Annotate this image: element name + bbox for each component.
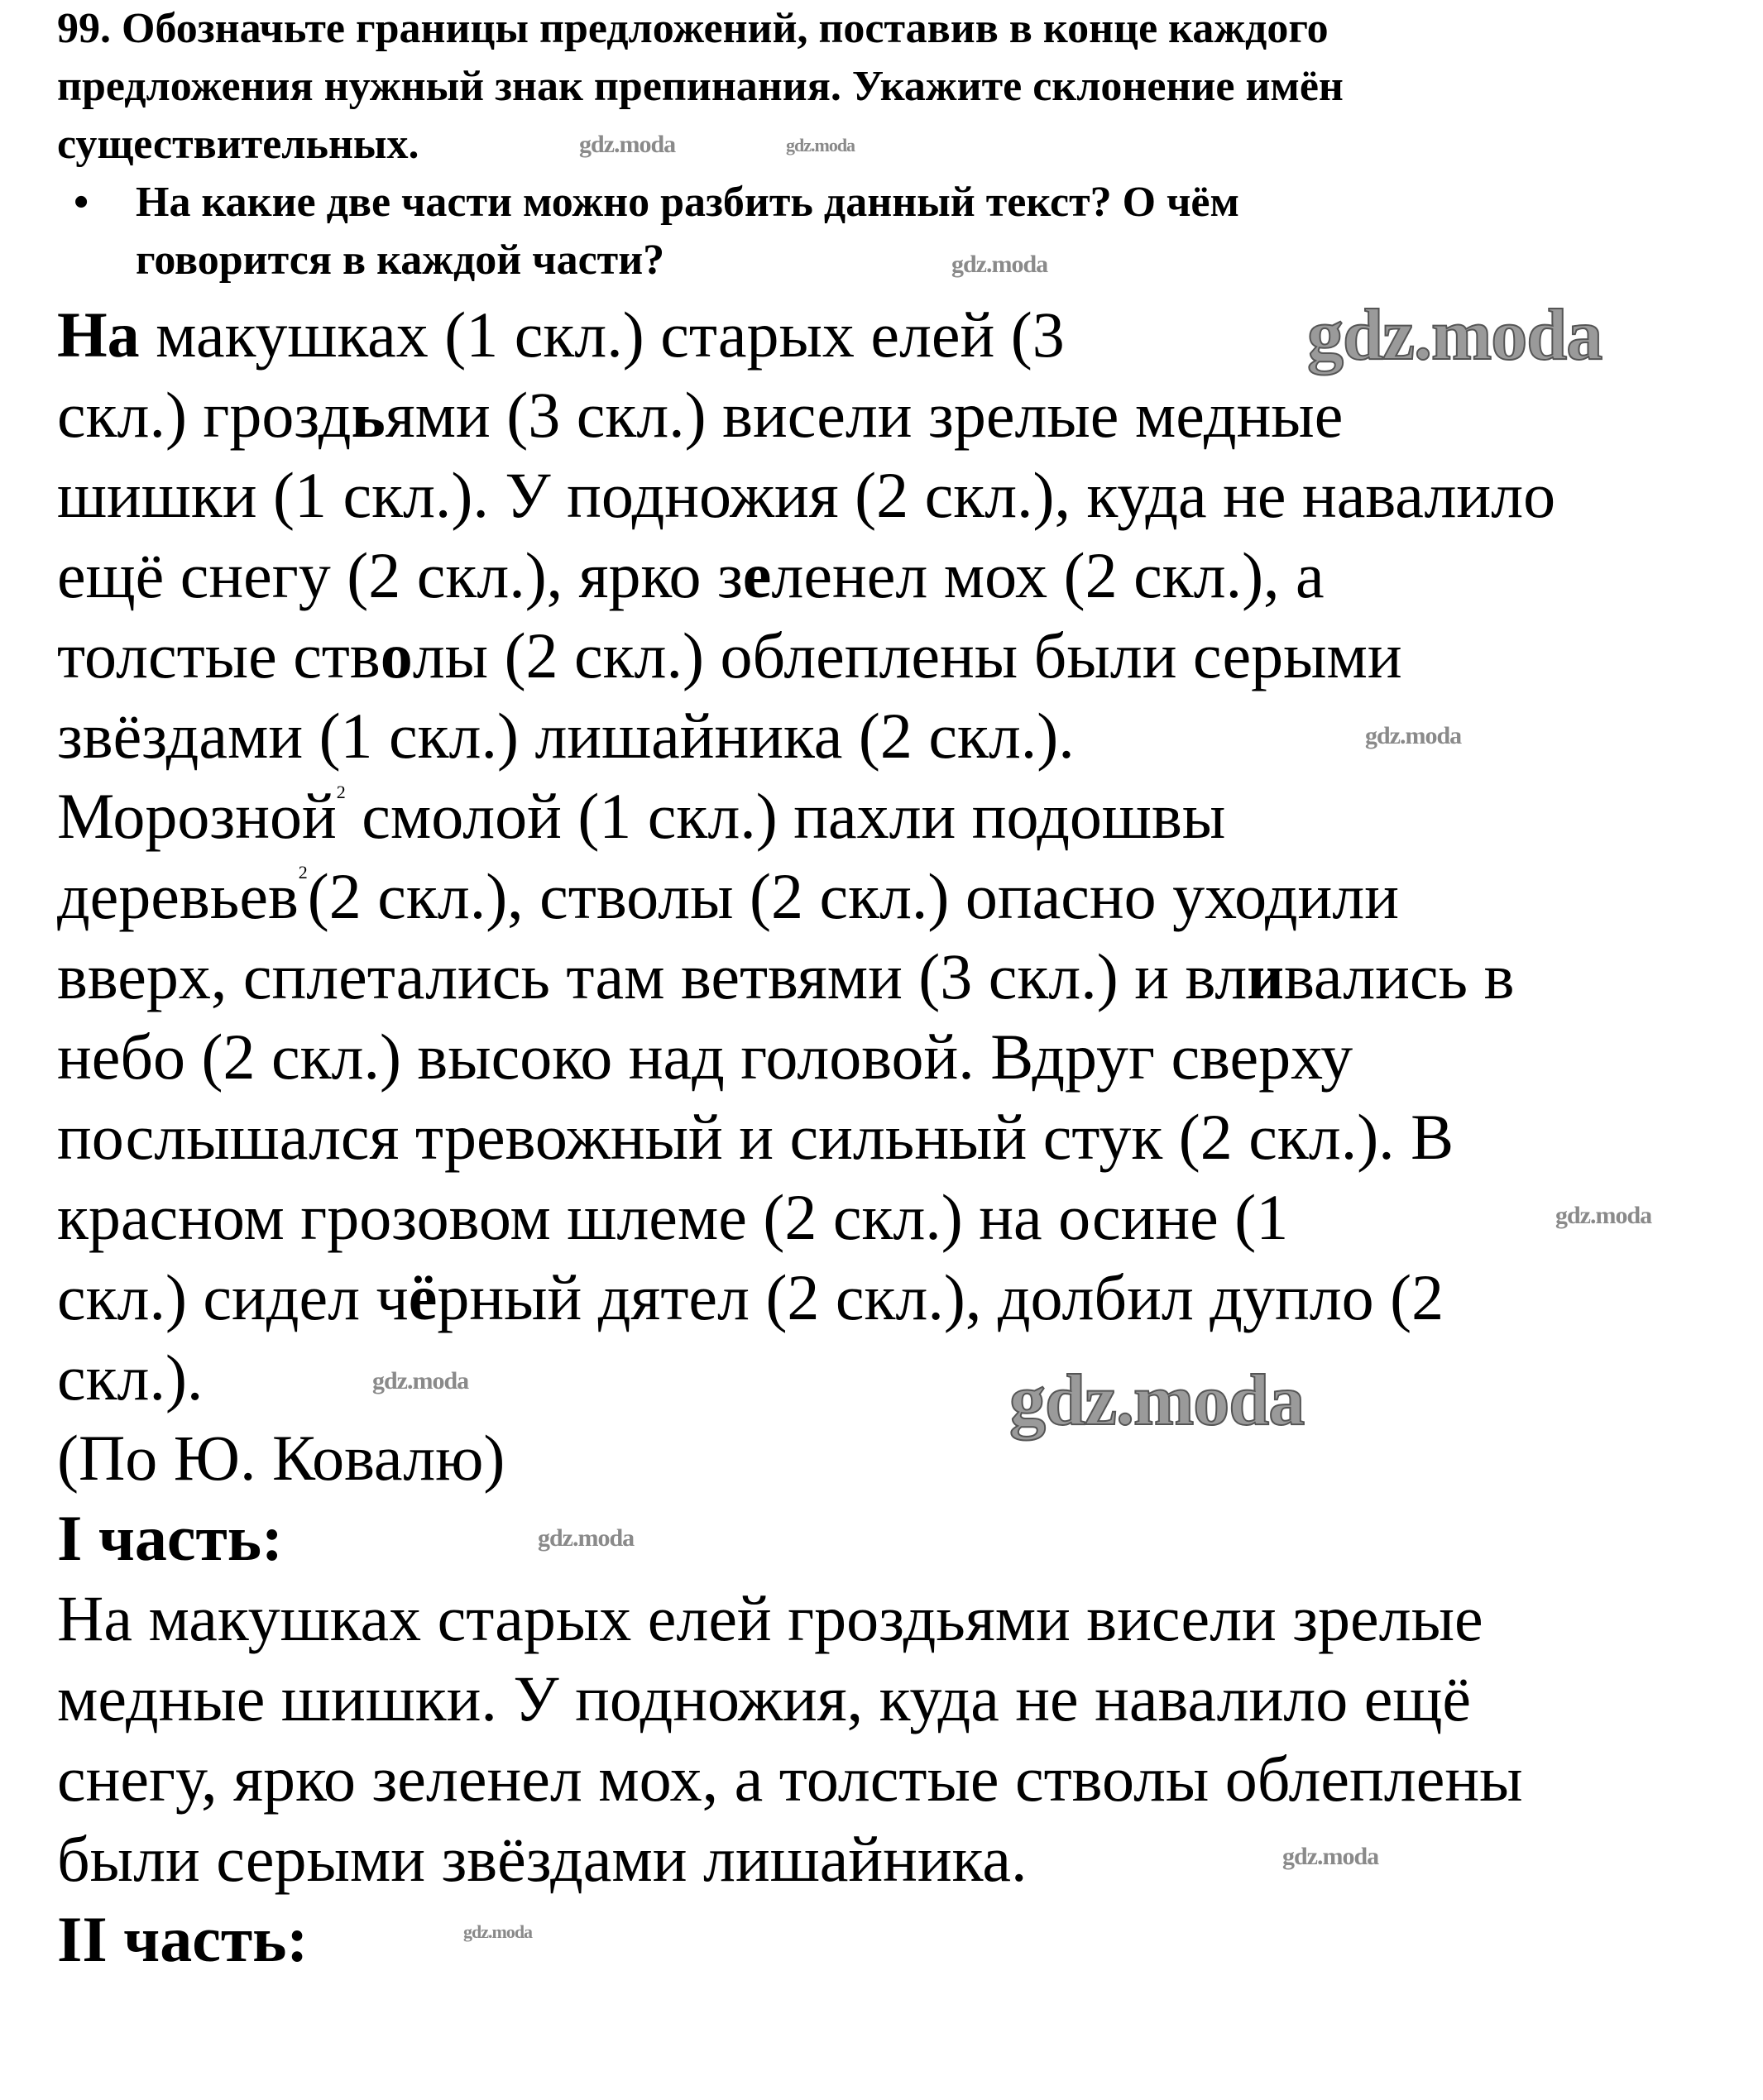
- watermark: gdz.moda: [1365, 722, 1462, 749]
- bold-text: о: [380, 619, 413, 691]
- text-segment: скл.) сидел ч: [57, 1261, 409, 1333]
- task-line: существительных.: [57, 121, 419, 168]
- text-line: [57, 1739, 1555, 1819]
- text-segment: красном грозовом шлеме (2 скл.) на осине (1: [57, 1181, 1289, 1253]
- watermark: gdz.moda: [1282, 1843, 1379, 1870]
- question-line: На какие две части можно разбить данный текст? О чём: [136, 179, 1239, 226]
- text-line: [57, 936, 1555, 1017]
- text-segment: (2 скл.), стволы (2 скл.) опасно уходили: [307, 860, 1399, 932]
- bold-text: I часть:: [57, 1502, 283, 1574]
- text-line: [57, 615, 1555, 696]
- text-segment: скл.).: [57, 1342, 204, 1414]
- text-segment: (По Ю. Ковалю): [57, 1422, 505, 1494]
- text-line: [57, 1337, 1555, 1418]
- text-line: [57, 1418, 1555, 1498]
- bold-text: II часть:: [57, 1903, 309, 1975]
- text-segment: рный дятел (2 скл.), долбил дупло (2: [437, 1261, 1444, 1333]
- text-segment: скл.) грозд: [57, 379, 352, 451]
- text-segment: Морозной: [57, 780, 337, 852]
- bullet-question: [57, 174, 1344, 232]
- bold-text: и: [1247, 940, 1285, 1012]
- text-segment: деревьев: [57, 860, 299, 932]
- text-line: [57, 776, 1555, 856]
- task-header: [57, 0, 1344, 289]
- watermark: gdz.moda: [1009, 1361, 1305, 1441]
- text-segment: ленел мох (2 скл.), а: [771, 539, 1325, 611]
- text-line: [57, 1177, 1555, 1257]
- text-line: [57, 455, 1555, 535]
- text-segment: вались в: [1284, 940, 1515, 1012]
- text-segment: На макушках старых елей гроздьями висели зрелые: [57, 1582, 1483, 1654]
- text-line: [57, 1578, 1555, 1658]
- text-segment: толстые ств: [57, 619, 381, 691]
- answer-text: [57, 294, 1555, 1979]
- text-segment: снегу, ярко зеленел мох, а толстые стволы облеплены: [57, 1743, 1523, 1815]
- text-line: [57, 1658, 1555, 1739]
- text-segment: шишки (1 скл.). У подножия (2 скл.), куда не навалило: [57, 459, 1556, 531]
- text-segment: звёздами (1 скл.) лишайника (2 скл.).: [57, 700, 1075, 772]
- footnote-mark: 2: [298, 862, 308, 883]
- bullet-icon: •: [74, 179, 89, 226]
- task-line: предложения нужный знак препинания. Укажите склонение имён: [57, 63, 1344, 110]
- watermark: gdz.moda: [538, 1524, 635, 1552]
- text-line: [57, 375, 1555, 455]
- text-line: [57, 1017, 1555, 1097]
- bold-text: На: [57, 299, 140, 371]
- text-line: [57, 696, 1555, 776]
- text-segment: смолой (1 скл.) пахли подошвы: [345, 780, 1226, 852]
- watermark: gdz.moda: [372, 1367, 469, 1394]
- bold-text: е: [742, 539, 772, 611]
- watermark: gdz.moda: [1307, 295, 1603, 376]
- text-segment: небо (2 скл.) высоко над головой. Вдруг сверху: [57, 1021, 1353, 1093]
- text-segment: были серыми звёздами лишайника.: [57, 1823, 1028, 1895]
- watermark: gdz.moda: [951, 251, 1048, 278]
- watermark: gdz.moda: [786, 135, 855, 155]
- text-segment: вверх, сплетались там ветвями (3 скл.) и вл: [57, 940, 1248, 1012]
- text-line: [57, 1257, 1555, 1337]
- text-segment: ещё снегу (2 скл.), ярко з: [57, 539, 743, 611]
- text-line: [57, 1498, 1555, 1578]
- text-line: [57, 1097, 1555, 1177]
- question-line: говорится в каждой части?: [136, 237, 665, 284]
- text-segment: макушках (1 скл.) старых елей (3: [139, 299, 1065, 371]
- watermark: gdz.moda: [579, 131, 676, 158]
- text-line: [57, 535, 1555, 615]
- task-line: 99. Обозначьте границы предложений, поставив в конце каждого: [57, 5, 1329, 52]
- bold-text: ё: [408, 1261, 438, 1333]
- text-segment: лы (2 скл.) облеплены были серыми: [412, 619, 1402, 691]
- bold-text: ь: [351, 379, 386, 451]
- text-segment: ями (3 скл.) висели зрелые медные: [385, 379, 1344, 451]
- text-line: [57, 856, 1555, 936]
- watermark: gdz.moda: [1555, 1202, 1652, 1229]
- text-line: [57, 1899, 1555, 1979]
- text-segment: медные шишки. У подножия, куда не навалило ещё: [57, 1662, 1472, 1734]
- watermark: gdz.moda: [463, 1921, 533, 1942]
- text-segment: послышался тревожный и сильный стук (2 скл.). В: [57, 1101, 1454, 1173]
- footnote-mark: 2: [336, 782, 346, 802]
